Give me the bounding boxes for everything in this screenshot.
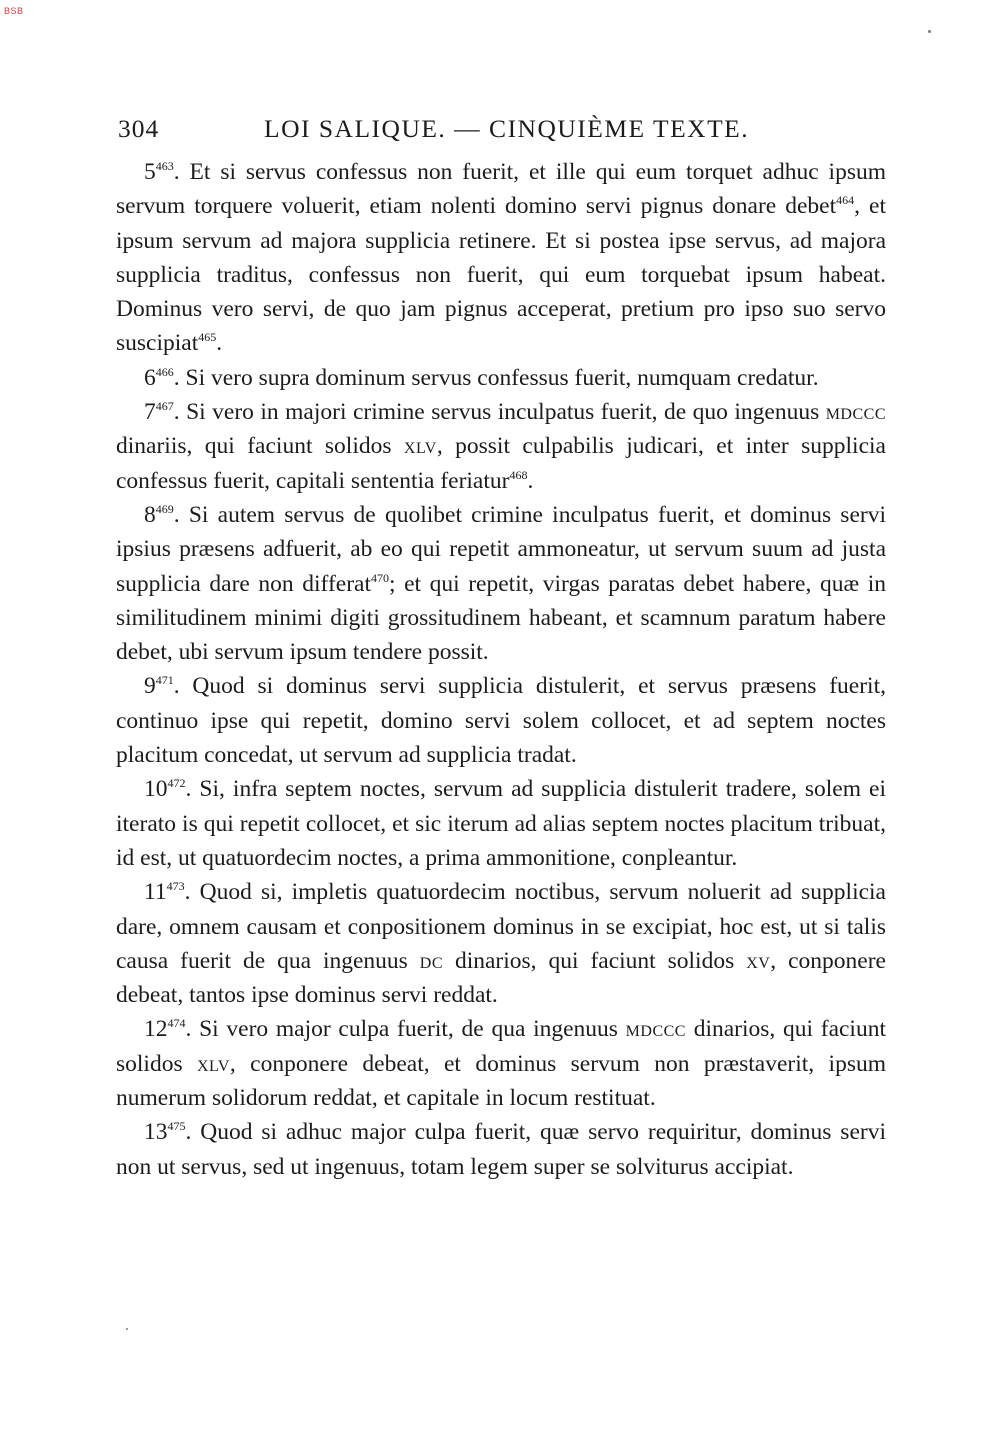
article-number: 10 (144, 776, 168, 803)
roman-numeral: dc (419, 947, 443, 974)
paragraph-text: , conponere debeat, et dominus servum non præstaverit, ipsum numerum solidorum reddat, et capitale in locum restituat. (116, 1050, 886, 1112)
article-number: 13 (144, 1119, 168, 1146)
paragraph-13 (116, 1115, 886, 1184)
roman-numeral: xv (746, 947, 771, 974)
article-number: 5 (144, 159, 156, 185)
paragraph-9 (116, 669, 886, 772)
paragraph-text: dinariis, qui faciunt solidos (116, 433, 404, 460)
article-number: 12 (144, 1016, 168, 1043)
paragraph-text: . (216, 330, 223, 357)
running-header (118, 114, 888, 148)
paragraph-text: . Si, infra septem noctes, servum ad supplicia distulerit tradere, solem ei iterato is qui repetit collocet, et sic iterum ad alias septem noctes placitum tribuat, id est, ut quatuordecim noctes, a prima ammonitione, conpleantur. (116, 776, 886, 871)
paragraph-text: , conponere debeat, tantos ipse dominus servi reddat. (116, 947, 886, 1009)
running-title: LOI SALIQUE. — CINQUIÈME TEXTE. (264, 114, 750, 143)
library-watermark: BSB (4, 6, 24, 16)
paper-speck (928, 30, 931, 33)
article-number: 6 (144, 364, 156, 391)
paragraph-text: . Si autem servus de quolibet crimine inculpatus fuerit, et dominus servi ipsius præsens adfuerit, ab eo qui repetit ammoneatur, ut servum suum ad justa supplicia dare non differat (116, 501, 886, 597)
footnote-ref: 463 (155, 159, 174, 173)
roman-numeral: xlv (403, 433, 437, 460)
article-number: 11 (144, 879, 167, 906)
paragraph-11 (116, 875, 886, 1012)
article-number: 9 (144, 673, 156, 700)
paragraph-text: . Quod si, impletis quatuordecim noctibus, servum noluerit ad supplicia dare, omnem causam et conpositionem dominus in se excipiat, hoc est, ut si talis causa fuerit de qua ingenuus (116, 879, 886, 974)
paragraph-text: . Si vero in majori crimine servus inculpatus fuerit, de quo ingenuus (173, 399, 826, 426)
footnote-ref: 466 (155, 364, 174, 379)
paragraph-text: dinarios, qui faciunt solidos (443, 947, 747, 974)
body-text (116, 155, 886, 1184)
paragraph-6 (116, 361, 886, 395)
paragraph-text: . Si vero major culpa fuerit, de qua ingenuus (185, 1016, 626, 1043)
footnote-ref: 474 (167, 1016, 186, 1031)
roman-numeral: mdccc (825, 399, 886, 426)
footnote-ref: 464 (836, 193, 855, 208)
footnote-ref: 472 (167, 776, 186, 791)
footnote-ref: 475 (167, 1119, 186, 1134)
article-number: 8 (144, 501, 156, 528)
footnote-ref: 469 (155, 501, 174, 516)
footnote-ref: 465 (198, 330, 217, 345)
paragraph-10 (116, 772, 886, 875)
footnote-ref: 468 (509, 467, 528, 482)
paragraph-text: . (527, 467, 534, 494)
paragraph-text: . Si vero supra dominum servus confessus fuerit, numquam credatur. (173, 364, 819, 391)
footnote-ref: 471 (155, 673, 174, 688)
article-number: 7 (144, 399, 156, 426)
roman-numeral: mdccc (625, 1016, 686, 1043)
footnote-ref: 467 (155, 399, 174, 414)
paragraph-8 (116, 498, 886, 669)
footnote-ref: 473 (166, 879, 185, 894)
footnote-ref: 470 (370, 570, 389, 585)
paragraph-text: ; et qui repetit, virgas paratas debet habere, quæ in similitudinem minimi digiti grossitudinem habeant, et scamnum paratum habere debet, ubi servum ipsum tendere possit. (116, 570, 886, 666)
paper-speck (126, 1328, 128, 1330)
paragraph-text: . Quod si adhuc major culpa fuerit, quæ servo requiritur, dominus servi non ut servus, sed ut ingenuus, totam legem super se solviturus accipiat. (116, 1119, 886, 1180)
paragraph-5 (116, 155, 886, 361)
paragraph-text: . Quod si dominus servi supplicia distulerit, et servus præsens fuerit, continuo ipse qui repetit, domino servi solem collocet, et ad septem noctes placitum concedat, ut servum ad supplicia tradat. (116, 673, 886, 769)
paragraph-text: , et ipsum servum ad majora supplicia retinere. Et si postea ipse servus, ad majora supplicia traditus, confessus non fuerit, qui eum torquebat ipsum habeat. Dominus vero servi, de quo jam pignus acceperat, pretium pro ipso suo servo suscipiat (116, 193, 886, 357)
paragraph-text: . Et si servus confessus non fuerit, et ille qui eum torquet adhuc ipsum servum torquere voluerit, etiam nolenti domino servi pignus donare debet (116, 159, 886, 220)
paragraph-text: dinarios, qui faciunt solidos (116, 1016, 886, 1077)
paragraph-7 (116, 395, 886, 498)
paragraph-text: , possit culpabilis judicari, et inter supplicia confessus fuerit, capitali sententia feriatur (116, 433, 886, 494)
page-number: 304 (118, 114, 160, 143)
roman-numeral: xlv (196, 1050, 230, 1077)
paragraph-12 (116, 1012, 886, 1115)
